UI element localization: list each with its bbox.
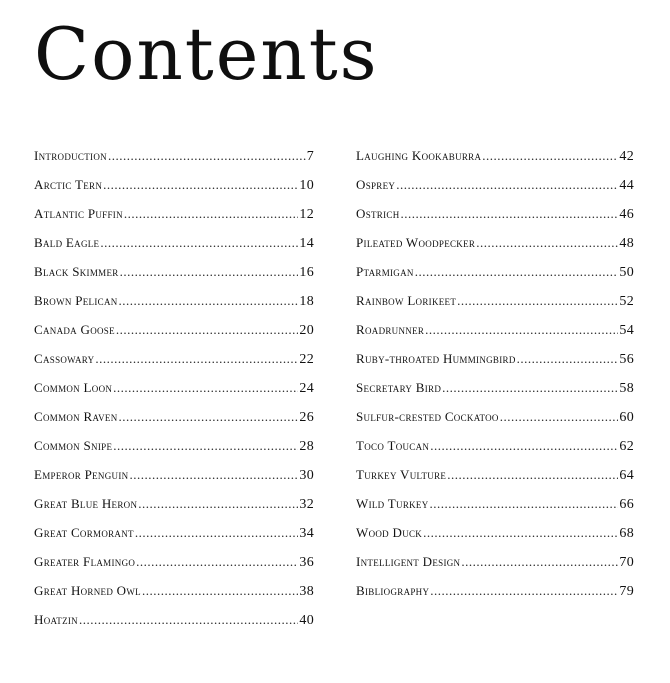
toc-entry-page-number: 52 [619, 294, 634, 309]
toc-entry-label: Black Skimmer [34, 264, 119, 279]
dot-leader [142, 583, 298, 599]
toc-entry-label: Pileated Woodpecker [356, 235, 476, 250]
toc-entry [356, 206, 634, 235]
toc-entry-label: Turkey Vulture [356, 467, 447, 482]
toc-entry-page-number: 28 [299, 439, 314, 454]
dot-leader [136, 554, 298, 570]
toc-entry-page-number: 66 [619, 497, 634, 512]
dot-leader [135, 525, 299, 541]
toc-entry-page-number: 22 [299, 352, 314, 367]
dot-leader [113, 380, 298, 396]
toc-entry-page-number: 36 [299, 555, 314, 570]
dot-leader [108, 148, 306, 164]
dot-leader [103, 177, 298, 193]
toc-entry-page-number: 48 [619, 236, 634, 251]
toc-entry [34, 293, 314, 322]
toc-entry-label: Common Raven [34, 409, 118, 424]
dot-leader [120, 264, 299, 280]
toc-entry-page-number: 58 [619, 381, 634, 396]
toc-entry-page-number: 46 [619, 207, 634, 222]
toc-entry-label: Sulfur-crested Cockatoo [356, 409, 499, 424]
toc-entry [356, 148, 634, 177]
toc-entry-page-number: 54 [619, 323, 634, 338]
toc-entry-page-number: 32 [299, 497, 314, 512]
toc-entry-label: Common Loon [34, 380, 113, 395]
toc-entry [356, 409, 634, 438]
toc-entry [34, 177, 314, 206]
toc-entry-label: Bald Eagle [34, 235, 100, 250]
toc-entry [356, 264, 634, 293]
toc-entry-page-number: 10 [299, 178, 314, 193]
toc-entry-page-number: 14 [299, 236, 314, 251]
toc-entry-label: Brown Pelican [34, 293, 118, 308]
toc-entry [34, 467, 314, 496]
toc-entry [356, 380, 634, 409]
toc-entry-label: Ruby-throated Hummingbird [356, 351, 516, 366]
toc-entry [356, 177, 634, 206]
toc-entry-page-number: 56 [619, 352, 634, 367]
toc-right-column [356, 148, 634, 612]
toc-entry-label: Intelligent Design [356, 554, 461, 569]
toc-entry-label: Bibliography [356, 583, 430, 598]
toc-entry-label: Hoatzin [34, 612, 78, 627]
dot-leader [425, 322, 618, 338]
toc-entry-label: Great Cormorant [34, 525, 134, 540]
toc-entry [356, 496, 634, 525]
dot-leader [457, 293, 618, 309]
toc-entry [34, 525, 314, 554]
dot-leader [442, 380, 618, 396]
toc-entry-page-number: 34 [299, 526, 314, 541]
toc-entry-label: Roadrunner [356, 322, 425, 337]
dot-leader [430, 583, 618, 599]
dot-leader [430, 438, 618, 454]
toc-entry-label: Laughing Kookaburra [356, 148, 482, 163]
dot-leader [423, 525, 618, 541]
toc-entry-label: Introduction [34, 148, 107, 163]
dot-leader [113, 438, 298, 454]
toc-entry-page-number: 68 [619, 526, 634, 541]
dot-leader [476, 235, 618, 251]
toc-entry-label: Ostrich [356, 206, 400, 221]
dot-leader [517, 351, 619, 367]
dot-leader [138, 496, 298, 512]
toc-entry-page-number: 24 [299, 381, 314, 396]
dot-leader [396, 177, 618, 193]
toc-entry [356, 554, 634, 583]
toc-entry [356, 235, 634, 264]
toc-entry [34, 351, 314, 380]
dot-leader [500, 409, 619, 425]
toc-entry-label: Greater Flamingo [34, 554, 136, 569]
toc-entry [34, 583, 314, 612]
toc-entry-page-number: 64 [619, 468, 634, 483]
toc-entry-label: Rainbow Lorikeet [356, 293, 457, 308]
dot-leader [100, 235, 298, 251]
toc-entry [34, 438, 314, 467]
toc-entry [34, 612, 314, 641]
page-title: Contents [34, 12, 379, 96]
toc-entry-label: Secretary Bird [356, 380, 442, 395]
toc-entry-page-number: 7 [306, 149, 314, 164]
dot-leader [447, 467, 618, 483]
toc-entry [356, 351, 634, 380]
dot-leader [119, 293, 299, 309]
dot-leader [129, 467, 298, 483]
toc-entry-label: Wild Turkey [356, 496, 429, 511]
dot-leader [119, 409, 299, 425]
toc-entry-label: Atlantic Puffin [34, 206, 123, 221]
toc-entry-page-number: 44 [619, 178, 634, 193]
toc-entry [34, 554, 314, 583]
toc-entry-label: Osprey [356, 177, 396, 192]
toc-entry-page-number: 20 [299, 323, 314, 338]
toc-entry [34, 264, 314, 293]
toc-entry [34, 380, 314, 409]
toc-entry-page-number: 18 [299, 294, 314, 309]
toc-entry-page-number: 38 [299, 584, 314, 599]
toc-entry-page-number: 40 [299, 613, 314, 628]
toc-entry [356, 438, 634, 467]
toc-entry [34, 235, 314, 264]
toc-entry-label: Great Blue Heron [34, 496, 138, 511]
toc-entry-label: Common Snipe [34, 438, 113, 453]
toc-entry [34, 148, 314, 177]
toc-entry [356, 467, 634, 496]
toc-entry-page-number: 50 [619, 265, 634, 280]
dot-leader [95, 351, 298, 367]
toc-entry [356, 322, 634, 351]
toc-entry [34, 206, 314, 235]
dot-leader [461, 554, 618, 570]
toc-entry [34, 322, 314, 351]
dot-leader [482, 148, 618, 164]
dot-leader [415, 264, 619, 280]
toc-entry [356, 293, 634, 322]
toc-entry-label: Cassowary [34, 351, 95, 366]
toc-entry-label: Toco Toucan [356, 438, 430, 453]
toc-entry-page-number: 12 [299, 207, 314, 222]
dot-leader [124, 206, 299, 222]
toc-entry-label: Emperor Penguin [34, 467, 129, 482]
toc-entry-page-number: 70 [619, 555, 634, 570]
toc-entry-label: Wood Duck [356, 525, 423, 540]
toc-entry-page-number: 30 [299, 468, 314, 483]
toc-entry-page-number: 26 [299, 410, 314, 425]
dot-leader [79, 612, 298, 628]
toc-entry [34, 409, 314, 438]
toc-entry-label: Arctic Tern [34, 177, 103, 192]
toc-entry [356, 583, 634, 612]
toc-entry-page-number: 42 [619, 149, 634, 164]
toc-entry-label: Great Horned Owl [34, 583, 141, 598]
toc-entry-page-number: 79 [619, 584, 634, 599]
toc-entry-label: Canada Goose [34, 322, 115, 337]
dot-leader [401, 206, 619, 222]
toc-entry-page-number: 16 [299, 265, 314, 280]
dot-leader [430, 496, 619, 512]
toc-entry-page-number: 60 [619, 410, 634, 425]
toc-entry [34, 496, 314, 525]
toc-entry-page-number: 62 [619, 439, 634, 454]
toc-left-column [34, 148, 314, 641]
toc-entry [356, 525, 634, 554]
dot-leader [116, 322, 298, 338]
toc-entry-label: Ptarmigan [356, 264, 414, 279]
